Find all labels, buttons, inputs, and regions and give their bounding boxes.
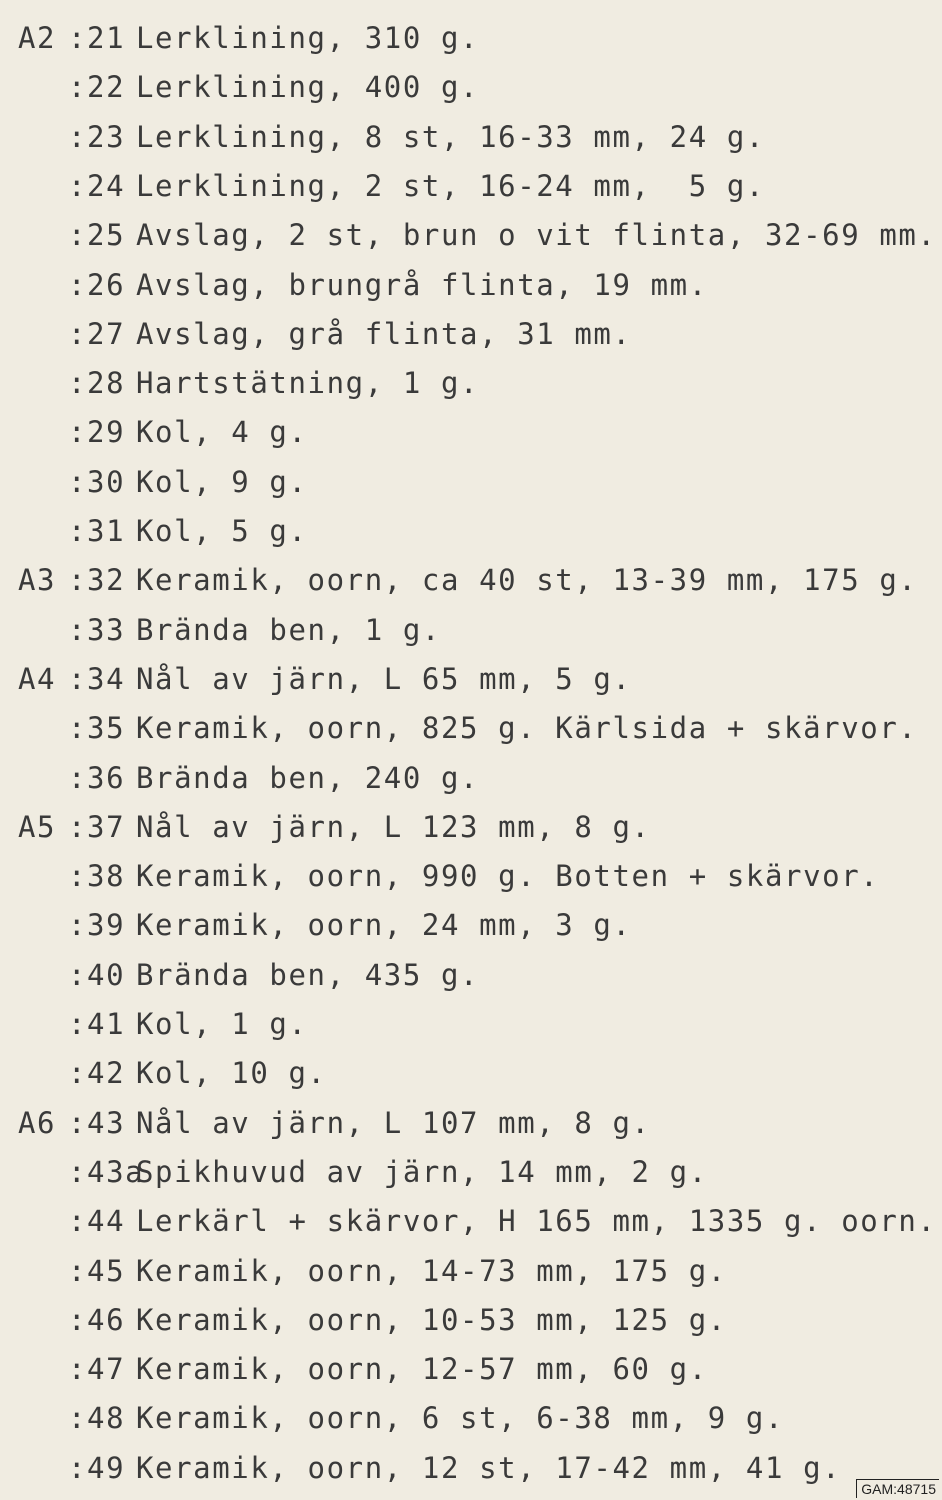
find-row <box>0 610 942 650</box>
find-description: Lerklining, 2 st, 16-24 mm, 5 g. <box>136 168 765 203</box>
find-number: :48 <box>68 1401 126 1436</box>
group-label: A3 <box>18 563 57 598</box>
find-description: Nål av järn, L 123 mm, 8 g. <box>136 809 651 844</box>
find-description: Kol, 1 g. <box>136 1007 308 1041</box>
find-row <box>0 955 942 995</box>
group-label: A6 <box>18 1105 57 1140</box>
find-row <box>0 1349 942 1389</box>
find-description: Brända ben, 240 g. <box>136 760 480 795</box>
find-description: Avslag, grå flinta, 31 mm. <box>136 316 632 351</box>
find-row <box>0 1251 942 1291</box>
find-number: :31 <box>68 514 126 548</box>
find-number: :46 <box>68 1302 126 1337</box>
find-description: Lerklining, 8 st, 16-33 mm, 24 g. <box>136 119 765 154</box>
find-number: :39 <box>68 908 126 943</box>
find-description: Avslag, brungrå flinta, 19 mm. <box>136 267 708 302</box>
find-row <box>0 265 942 305</box>
find-number: :25 <box>68 218 126 253</box>
find-row <box>0 67 942 107</box>
find-description: Nål av järn, L 107 mm, 8 g. <box>136 1105 651 1140</box>
find-description: Brända ben, 435 g. <box>136 957 480 992</box>
find-description: Keramik, oorn, 990 g. Botten + skärvor. <box>136 859 880 894</box>
find-row <box>0 659 942 699</box>
find-row <box>0 708 942 748</box>
find-description: Keramik, oorn, 24 mm, 3 g. <box>136 908 632 943</box>
find-row <box>0 314 942 354</box>
find-row <box>0 215 942 255</box>
find-row <box>0 412 942 452</box>
find-row <box>0 117 942 157</box>
find-number: :37 <box>68 809 126 844</box>
find-number: :28 <box>68 366 126 401</box>
group-label: A4 <box>18 661 57 696</box>
find-number: :43 <box>68 1105 126 1140</box>
find-description: Kol, 10 g. <box>136 1056 327 1091</box>
find-number: :49 <box>68 1450 126 1485</box>
find-description: Keramik, oorn, 12-57 mm, 60 g. <box>136 1352 708 1387</box>
find-number: :41 <box>68 1007 126 1041</box>
find-row <box>0 511 942 551</box>
find-number: :26 <box>68 267 126 302</box>
find-description: Kol, 4 g. <box>136 415 308 450</box>
find-number: :32 <box>68 563 126 598</box>
find-number: :45 <box>68 1253 126 1288</box>
find-row <box>0 1103 942 1143</box>
find-number: :22 <box>68 70 126 105</box>
find-row <box>0 856 942 896</box>
find-row <box>0 1398 942 1438</box>
find-row <box>0 18 942 58</box>
find-description: Keramik, oorn, 825 g. Kärlsida + skärvor. <box>136 711 918 746</box>
find-row <box>0 1448 942 1488</box>
find-row <box>0 758 942 798</box>
find-description: Lerkärl + skärvor, H 165 mm, 1335 g. oorn. <box>136 1204 937 1239</box>
find-number: :30 <box>68 464 126 499</box>
find-number: :47 <box>68 1352 126 1387</box>
find-row <box>0 1300 942 1340</box>
find-description: Keramik, oorn, 14-73 mm, 175 g. <box>136 1253 727 1288</box>
find-number: :38 <box>68 859 126 894</box>
find-description: Lerklining, 400 g. <box>136 70 480 105</box>
find-number: :43a <box>68 1154 145 1189</box>
find-description: Avslag, 2 st, brun o vit flinta, 32-69 mm. <box>136 218 937 253</box>
find-description: Kol, 5 g. <box>136 514 308 548</box>
find-description: Hartstätning, 1 g. <box>136 366 480 401</box>
find-number: :40 <box>68 957 126 992</box>
find-row <box>0 1152 942 1192</box>
find-row <box>0 1053 942 1093</box>
find-description: Lerklining, 310 g. <box>136 21 480 55</box>
find-number: :24 <box>68 168 126 203</box>
group-label: A2 <box>18 21 57 55</box>
find-number: :36 <box>68 760 126 795</box>
find-description: Keramik, oorn, 10-53 mm, 125 g. <box>136 1302 727 1337</box>
find-number: :29 <box>68 415 126 450</box>
find-description: Keramik, oorn, 12 st, 17-42 mm, 41 g. <box>136 1450 842 1485</box>
find-description: Keramik, oorn, ca 40 st, 13-39 mm, 175 g. <box>136 563 918 598</box>
find-number: :42 <box>68 1056 126 1091</box>
find-number: :23 <box>68 119 126 154</box>
find-row <box>0 166 942 206</box>
find-row <box>0 807 942 847</box>
find-row <box>0 363 942 403</box>
find-number: :44 <box>68 1204 126 1239</box>
find-number: :34 <box>68 661 126 696</box>
group-label: A5 <box>18 809 57 844</box>
archive-id-stamp: GAM:48715 <box>856 1479 939 1498</box>
find-description: Spikhuvud av järn, 14 mm, 2 g. <box>136 1154 708 1189</box>
find-description: Kol, 9 g. <box>136 464 308 499</box>
find-row <box>0 1201 942 1241</box>
find-row <box>0 462 942 502</box>
find-description: Nål av järn, L 65 mm, 5 g. <box>136 661 632 696</box>
find-number: :33 <box>68 612 126 647</box>
find-row <box>0 905 942 945</box>
find-number: :35 <box>68 711 126 746</box>
find-description: Keramik, oorn, 6 st, 6-38 mm, 9 g. <box>136 1401 785 1436</box>
find-description: Brända ben, 1 g. <box>136 612 441 647</box>
find-number: :21 <box>68 21 126 55</box>
find-row <box>0 1004 942 1044</box>
find-number: :27 <box>68 316 126 351</box>
find-row <box>0 560 942 600</box>
